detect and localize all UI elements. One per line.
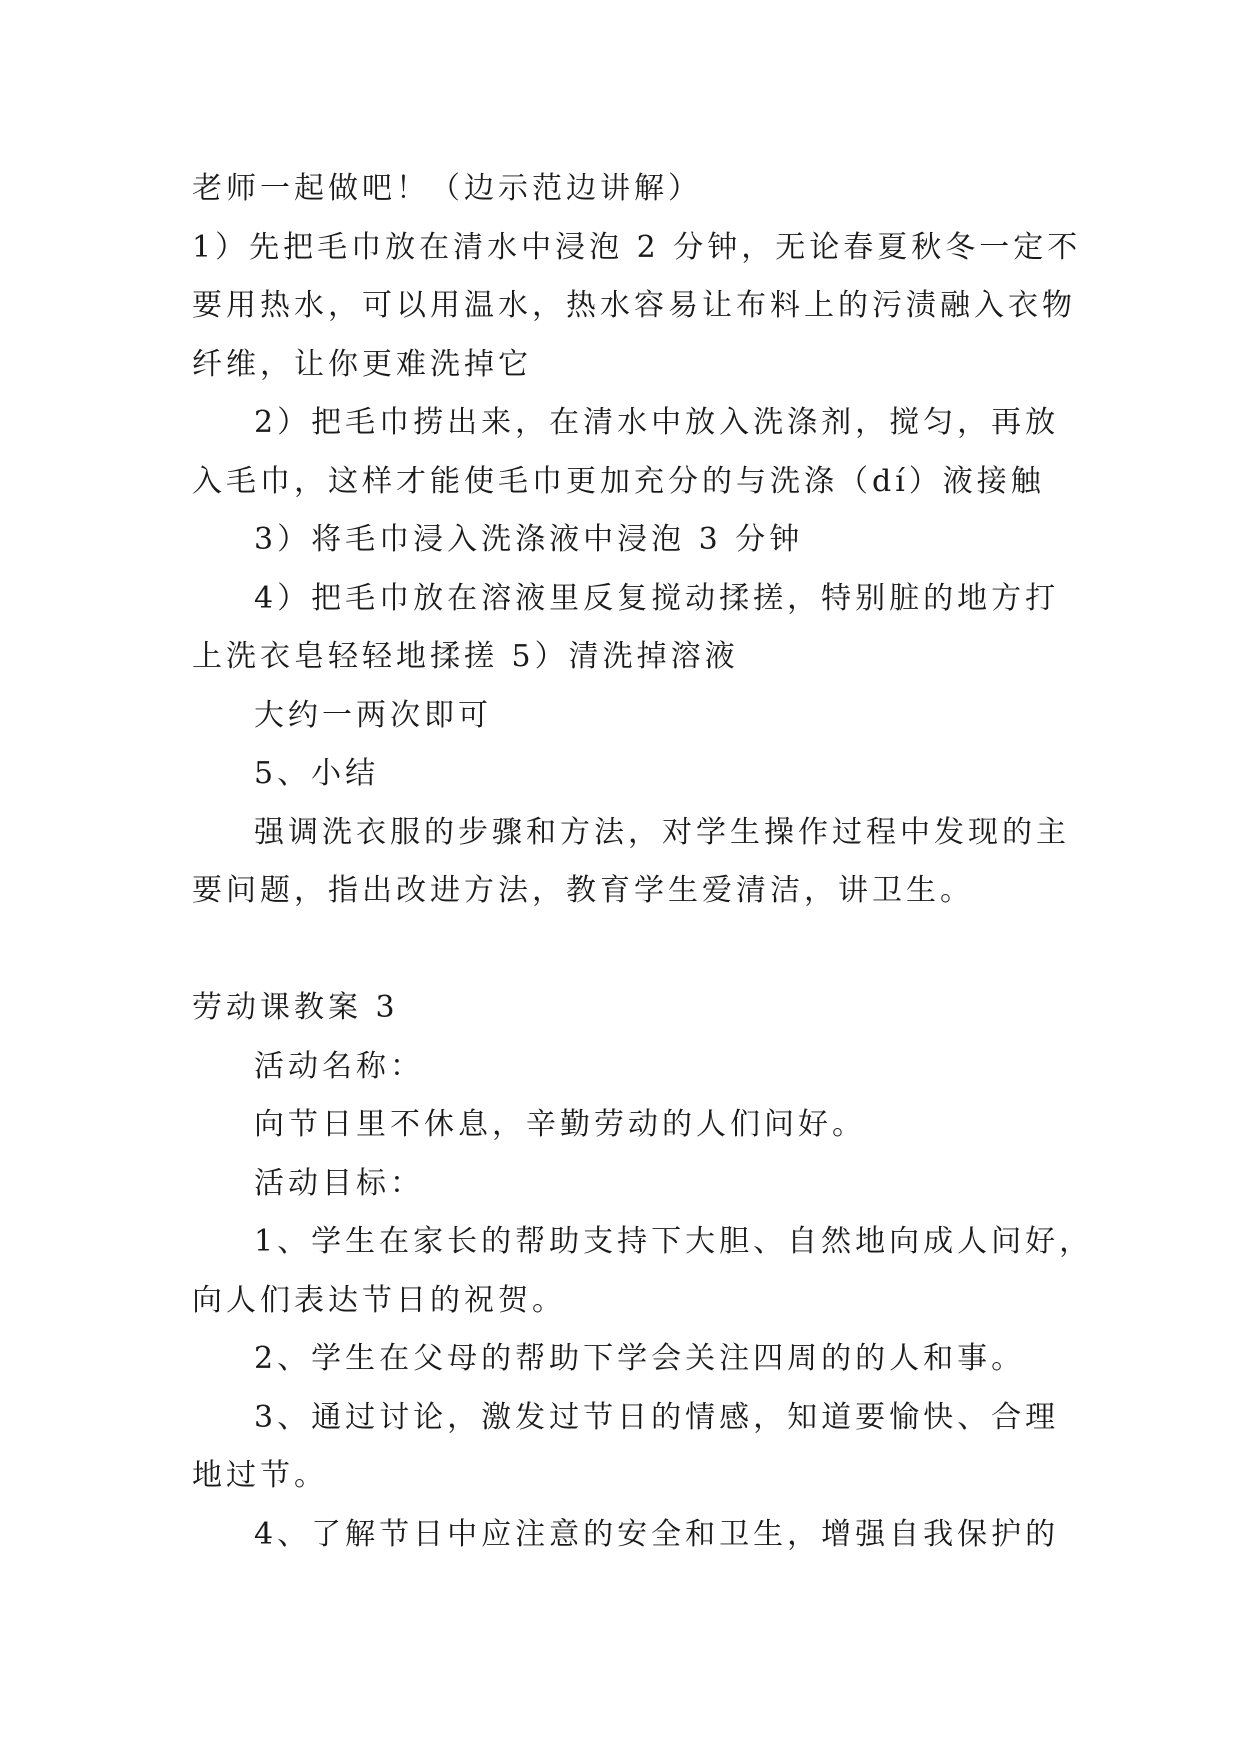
activity-name: 向节日里不休息，辛勤劳动的人们问好。 [254, 1107, 866, 1142]
goal1-line-2: 向人们表达节日的祝贺。 [192, 1282, 566, 1318]
section-gap [192, 921, 1052, 980]
activity-goals-label: 活动目标： [254, 1165, 424, 1201]
activity-name-label: 活动名称： [254, 1048, 424, 1084]
step4-line-1: 4）把毛巾放在溶液里反复搅动揉搓，特别脏的地方打 [254, 580, 1060, 616]
step1-line-1: 1）先把毛巾放在清水中浸泡 2 分钟，无论春夏秋冬一定不 [192, 229, 1082, 265]
step4-line-2: 上洗衣皂轻轻地揉搓 5）清洗掉溶液 [192, 639, 739, 674]
goal3-line-2: 地过节。 [192, 1458, 328, 1493]
summary-heading: 5、小结 [254, 756, 380, 791]
goal4-line: 4、了解节日中应注意的安全和卫生，增强自我保护的 [254, 1516, 1060, 1552]
goal3-line-1: 3、通过讨论，激发过节日的情感，知道要愉快、合理 [254, 1399, 1060, 1435]
step4-tail-line: 大约一两次即可 [254, 697, 492, 733]
step2-line-1: 2）把毛巾捞出来，在清水中放入洗涤剂，搅匀，再放 [254, 405, 1060, 440]
step2-line-2: 入毛巾，这样才能使毛巾更加充分的与洗涤（dí）液接触 [192, 463, 1045, 499]
step1-line-3: 纤维，让你更难洗掉它 [192, 346, 532, 382]
step3-line: 3）将毛巾浸入洗涤液中浸泡 3 分钟 [254, 522, 804, 557]
goal1-line-1: 1、学生在家长的帮助支持下大胆、自然地向成人问好， [254, 1224, 1094, 1259]
summary-line-1: 强调洗衣服的步骤和方法，对学生操作过程中发现的主 [254, 814, 1070, 850]
summary-line-2: 要问题，指出改进方法，教育学生爱清洁，讲卫生。 [192, 873, 974, 908]
goal2-line: 2、学生在父母的帮助下学会关注四周的的人和事。 [254, 1341, 1026, 1376]
document-body [192, 160, 1094, 1564]
step1-line-2: 要用热水，可以用温水，热水容易让布料上的污渍融入衣物 [192, 288, 1076, 323]
intro-line: 老师一起做吧！（边示范边讲解） [192, 171, 702, 206]
section2-title: 劳动课教案 3 [192, 990, 399, 1025]
